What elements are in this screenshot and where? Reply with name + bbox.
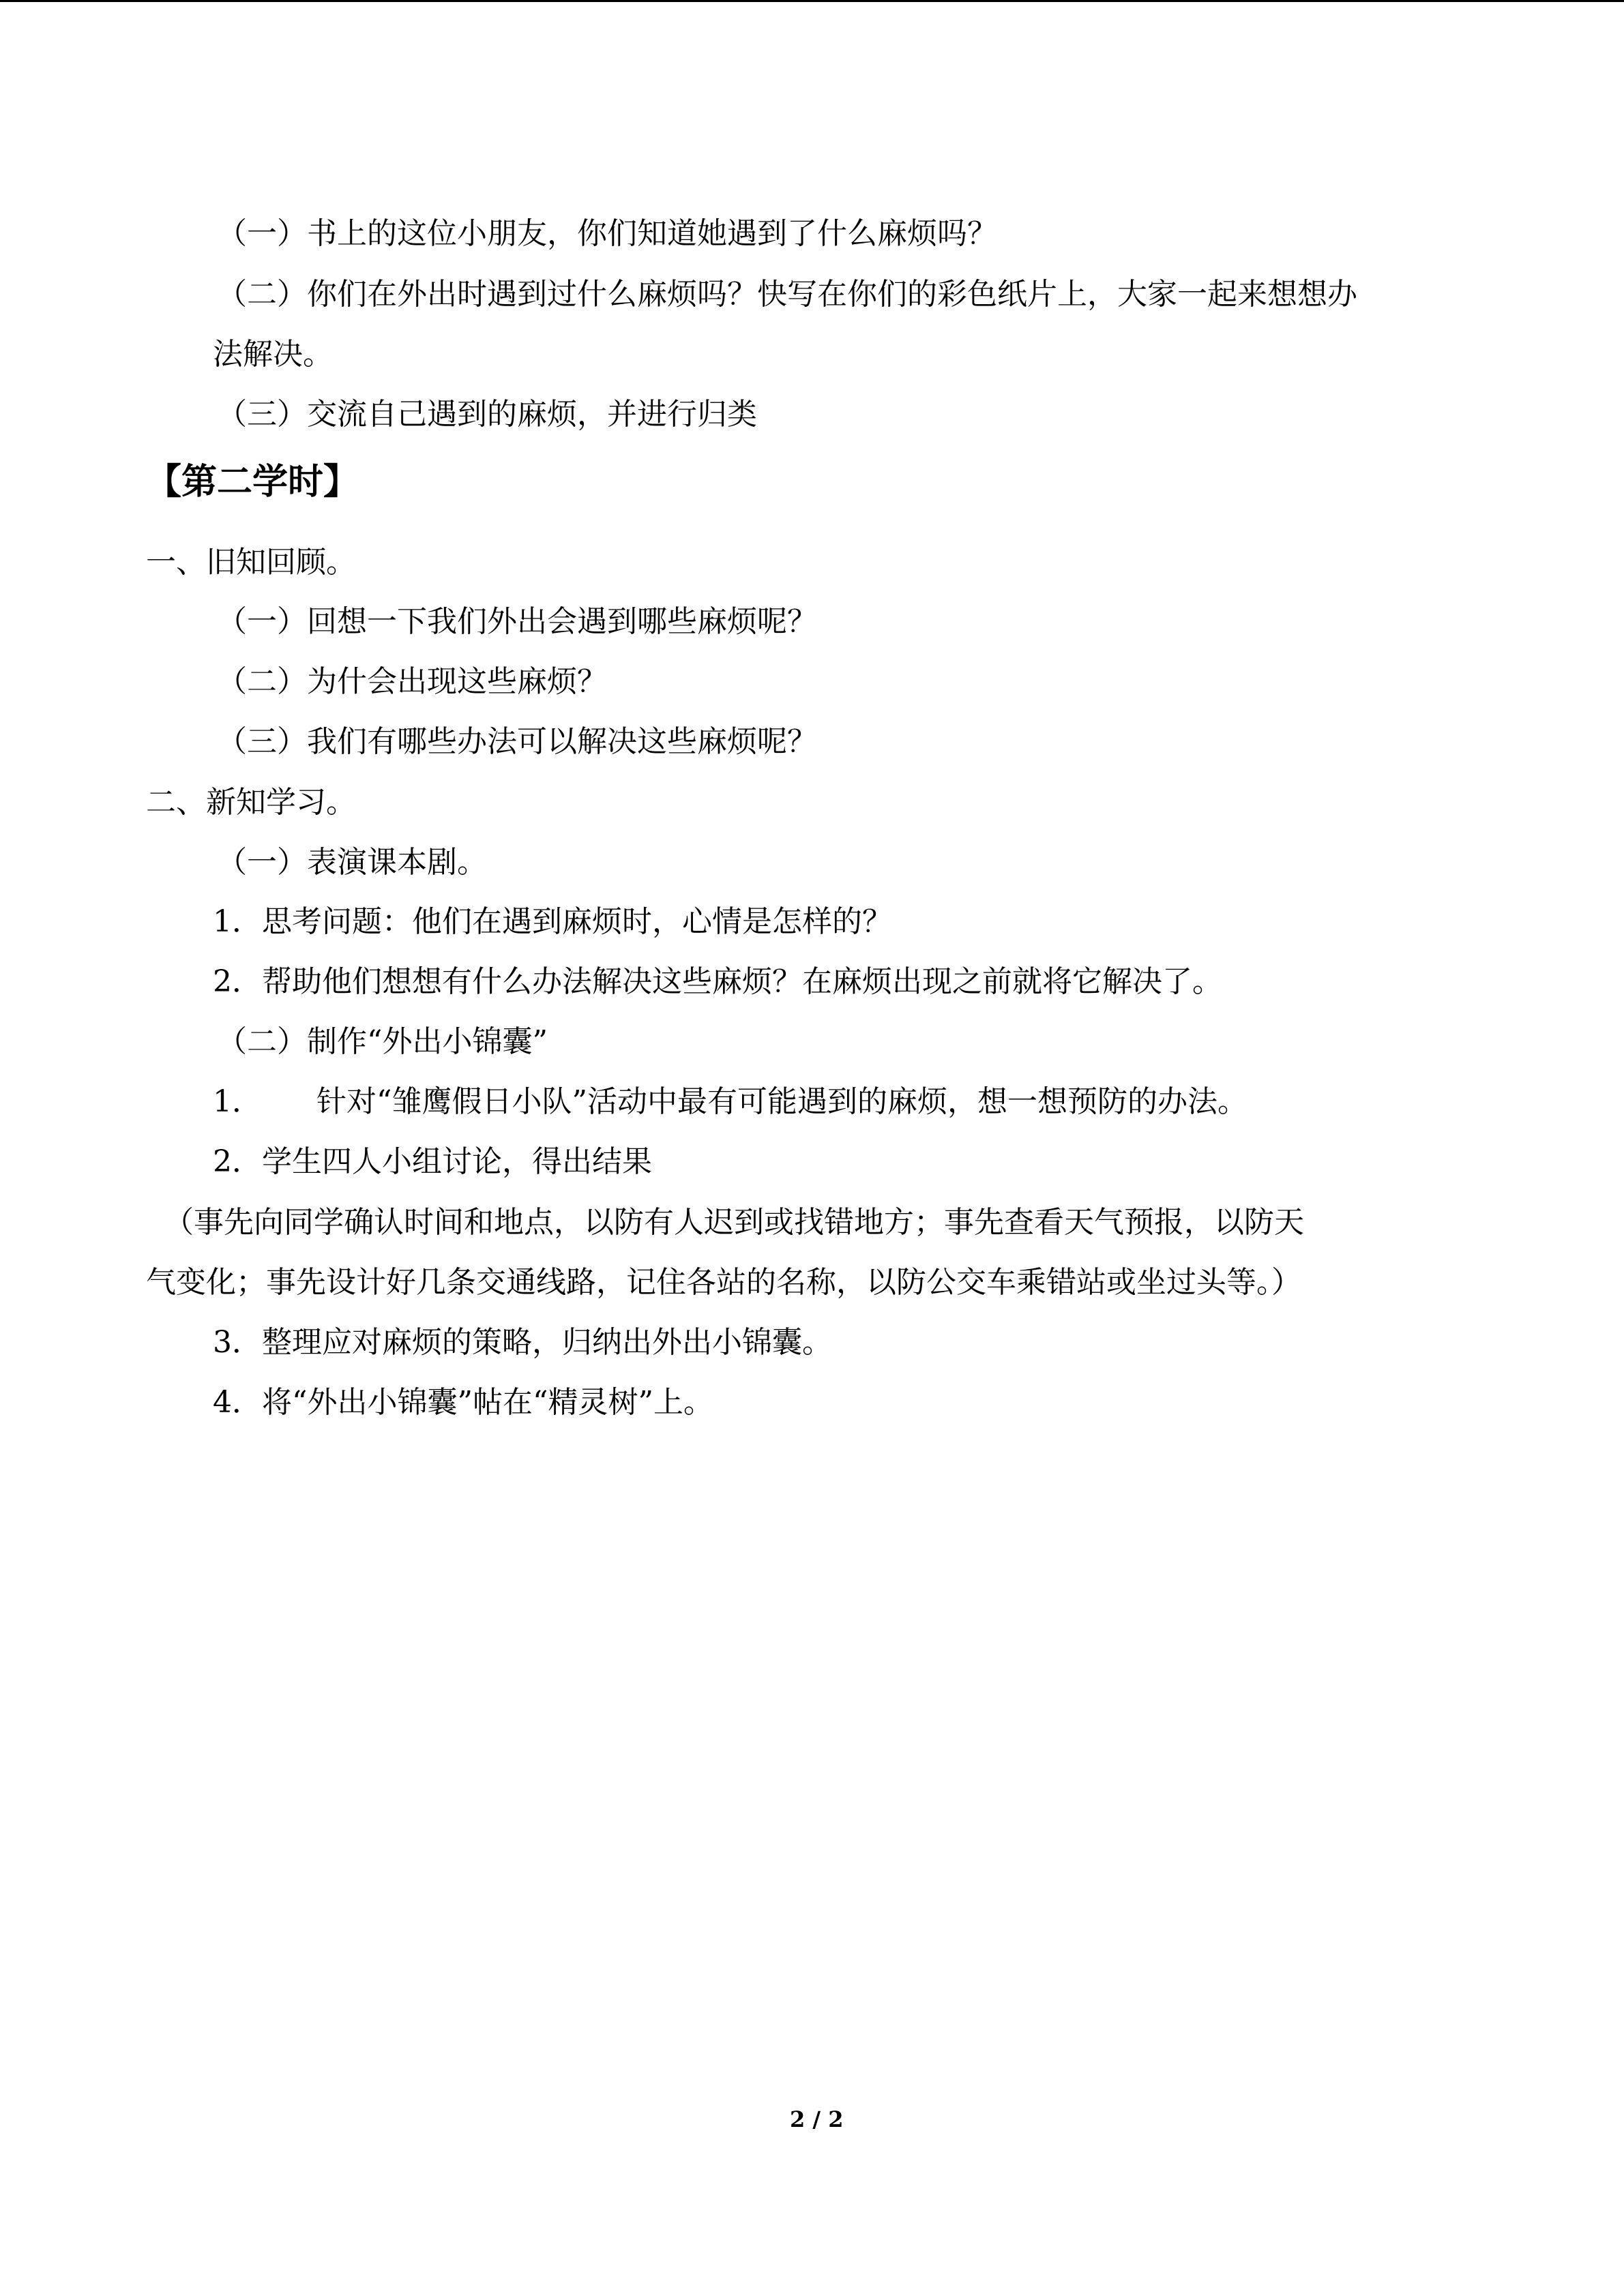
top-border-line [0, 0, 1624, 2]
page-number: 2 / 2 [790, 2106, 844, 2132]
section-heading: 【第二学时】 [146, 461, 359, 503]
paragraph-line-15: 2．学生四人小组讨论，得出结果 [213, 1144, 652, 1179]
paragraph-line-17: 气变化；事先设计好几条交通线路，记住各站的名称，以防公交车乘错站或坐过头等。） [146, 1265, 1301, 1300]
paragraph-line-2: （二）你们在外出时遇到过什么麻烦吗？快写在你们的彩色纸片上，大家一起来想想办 [217, 277, 1357, 312]
paragraph-line-12: 2．帮助他们想想有什么办法解决这些麻烦？在麻烦出现之前就将它解决了。 [213, 964, 1222, 999]
list-number: 1． [213, 1084, 262, 1119]
paragraph-line-11: 1．思考问题：他们在遇到麻烦时，心情是怎样的？ [213, 904, 892, 939]
paragraph-line-7: （二）为什会出现这些麻烦？ [217, 664, 607, 699]
paragraph-line-19: 4．将“外出小锦囊”帖在“精灵树”上。 [213, 1385, 713, 1420]
paragraph-line-14 [213, 1082, 1247, 1122]
paragraph-line-3: 法解决。 [213, 337, 333, 372]
paragraph-line-8: （三）我们有哪些办法可以解决这些麻烦呢？ [217, 724, 817, 759]
paragraph-line-1: （一）书上的这位小朋友，你们知道她遇到了什么麻烦吗？ [217, 216, 997, 251]
paragraph-line-13: （二）制作“外出小锦囊” [217, 1024, 548, 1059]
paragraph-line-18: 3．整理应对麻烦的策略，归纳出外出小锦囊。 [213, 1325, 832, 1360]
list-text: 针对“雏鹰假日小队”活动中最有可能遇到的麻烦，想一想预防的办法。 [316, 1084, 1247, 1119]
paragraph-line-9: 二、新知学习。 [146, 785, 356, 820]
paragraph-line-16: （事先向同学确认时间和地点，以防有人迟到或找错地方；事先查看天气预报，以防天 [164, 1205, 1304, 1240]
paragraph-line-6: （一）回想一下我们外出会遇到哪些麻烦呢？ [217, 604, 817, 639]
paragraph-line-4: （三）交流自己遇到的麻烦，并进行归类 [217, 397, 757, 432]
paragraph-line-10: （一）表演课本剧。 [217, 845, 487, 880]
paragraph-line-5: 一、旧知回顾。 [146, 545, 356, 580]
